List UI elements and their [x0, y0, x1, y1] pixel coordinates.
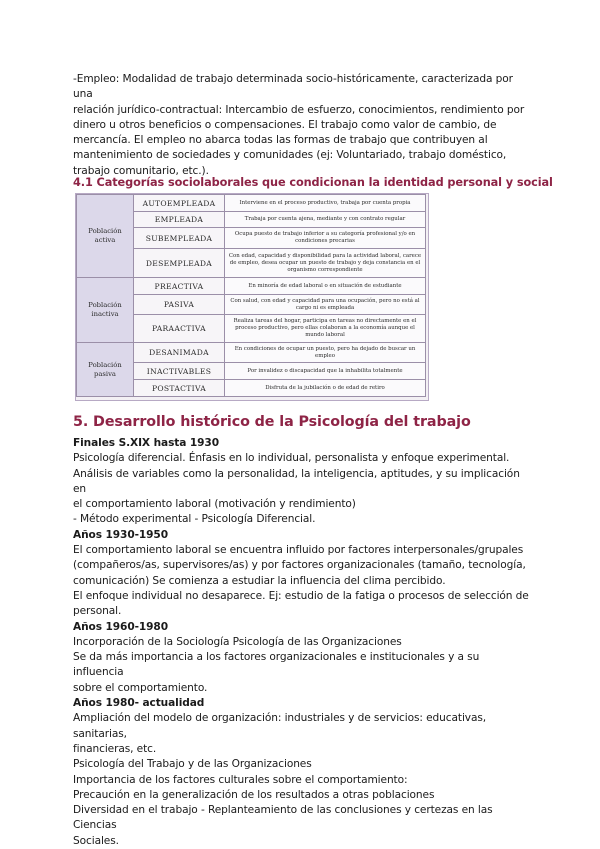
paragraph-line: Psicología diferencial. Énfasis en lo individual, personalista y enfoque experimental.: [73, 452, 510, 465]
paragraph-line: comunicación) Se comienza a estudiar la influencia del clima percibido.: [73, 574, 446, 587]
paragraph-line: Sociales.: [73, 834, 119, 847]
table-row: [77, 278, 426, 295]
group-label: Población pasiva: [77, 343, 134, 397]
category-description: Disfruta de la jubilación o de edad de retiro: [225, 380, 426, 397]
paragraph-line: Incorporación de la Sociología Psicología de las Organizaciones: [73, 635, 402, 648]
category-name: INACTIVABLES: [134, 363, 225, 380]
intro-line: mantenimiento de sociedades y comunidades (ej: Voluntariado, trabajo doméstico,: [73, 149, 507, 162]
period-heading: Años 1960-1980: [73, 620, 168, 633]
category-name: PASIVA: [134, 295, 225, 315]
paragraph-line: personal.: [73, 605, 122, 618]
category-name: POSTACTIVA: [134, 380, 225, 397]
intro-line: relación jurídico-contractual: Intercambio de esfuerzo, conocimientos, rendimiento por: [73, 103, 525, 116]
intro-line: mercancía. El empleo no abarca todas las formas de trabajo que contribuyen al: [73, 134, 488, 147]
history-section: [73, 436, 529, 849]
category-name: SUBEMPLEADA: [134, 228, 225, 249]
category-name: DESEMPLEADA: [134, 249, 225, 278]
category-description: Interviene en el proceso productivo, trabaja por cuenta propia: [225, 195, 426, 212]
category-description: Por invalidez o discapacidad que la inhabilita totalmente: [225, 363, 426, 380]
paragraph-line: financieras, etc.: [73, 742, 157, 755]
categories-table: [76, 194, 426, 397]
period-heading: Años 1930-1950: [73, 528, 168, 541]
paragraph-line: Análisis de variables como la personalidad, la inteligencia, aptitudes, y su implicación en: [73, 467, 520, 495]
category-description: En minoría de edad laboral o en situación de estudiante: [225, 278, 426, 295]
category-name: PREACTIVA: [134, 278, 225, 295]
category-description: Con edad, capacidad y disponibilidad para la actividad laboral, carece de empleo, desea ocupar un puesto de trabajo y deja constancia en el organismo correspondiente: [225, 249, 426, 278]
intro-line: trabajo comunitario, etc.).: [73, 164, 209, 177]
intro-line: -Empleo: Modalidad de trabajo determinada socio-históricamente, caracterizada por una: [73, 73, 513, 101]
paragraph-line: sobre el comportamiento.: [73, 681, 208, 694]
category-name: DESANIMADA: [134, 343, 225, 363]
category-name: PARAACTIVA: [134, 315, 225, 343]
paragraph-line: El comportamiento laboral se encuentra influido por factores interpersonales/grupales: [73, 544, 524, 557]
intro-paragraph: [73, 72, 529, 179]
paragraph-line: - Método experimental - Psicología Diferencial.: [73, 513, 316, 526]
category-description: Realiza tareas del hogar, participa en tareas no directamente en el proceso productivo, pero ellas colaboran a la economía aunque el mundo laboral: [225, 315, 426, 343]
table-row: [77, 343, 426, 363]
section-4-1-heading: 4.1 Categorías sociolaborales que condicionan la identidad personal y social: [73, 176, 553, 189]
category-description: Ocupa puesto de trabajo inferior a su categoría profesional y/o en condiciones precarias: [225, 228, 426, 249]
category-description: Trabaja por cuenta ajena, mediante y con contrato regular: [225, 212, 426, 228]
paragraph-line: (compañeros/as, supervisores/as) y por factores organizacionales (tamaño, tecnología,: [73, 559, 526, 572]
paragraph-line: Se da más importancia a los factores organizacionales e institucionales y a su influencia: [73, 651, 480, 679]
period-heading: Años 1980- actualidad: [73, 697, 205, 710]
category-name: AUTOEMPLEADA: [134, 195, 225, 212]
category-description: Con salud, con edad y capacidad para una ocupación, pero no está al cargo ni es empleada: [225, 295, 426, 315]
paragraph-line: Importancia de los factores culturales sobre el comportamiento:: [73, 773, 408, 786]
paragraph-line: Ampliación del modelo de organización: industriales y de servicios: educativas, sanitarias,: [73, 712, 487, 740]
categories-table-figure: [75, 193, 429, 401]
intro-line: dinero u otros beneficios o compensaciones. El trabajo como valor de cambio, de: [73, 118, 497, 131]
category-name: EMPLEADA: [134, 212, 225, 228]
paragraph-line: Diversidad en el trabajo - Replanteamiento de las conclusiones y certezas en las Ciencias: [73, 804, 493, 832]
paragraph-line: Psicología del Trabajo y de las Organizaciones: [73, 758, 312, 771]
category-description: En condiciones de ocupar un puesto, pero ha dejado de buscar un empleo: [225, 343, 426, 363]
period-heading: Finales S.XIX hasta 1930: [73, 437, 219, 449]
paragraph-line: el comportamiento laboral (motivación y rendimiento): [73, 498, 356, 511]
group-label: Población inactiva: [77, 278, 134, 343]
group-label: Población activa: [77, 195, 134, 278]
section-5-heading: 5. Desarrollo histórico de la Psicología del trabajo: [73, 414, 471, 430]
paragraph-line: El enfoque individual no desaparece. Ej: estudio de la fatiga o procesos de selección de: [73, 589, 529, 602]
table-row: [77, 195, 426, 212]
paragraph-line: Precaución en la generalización de los resultados a otras poblaciones: [73, 788, 435, 801]
